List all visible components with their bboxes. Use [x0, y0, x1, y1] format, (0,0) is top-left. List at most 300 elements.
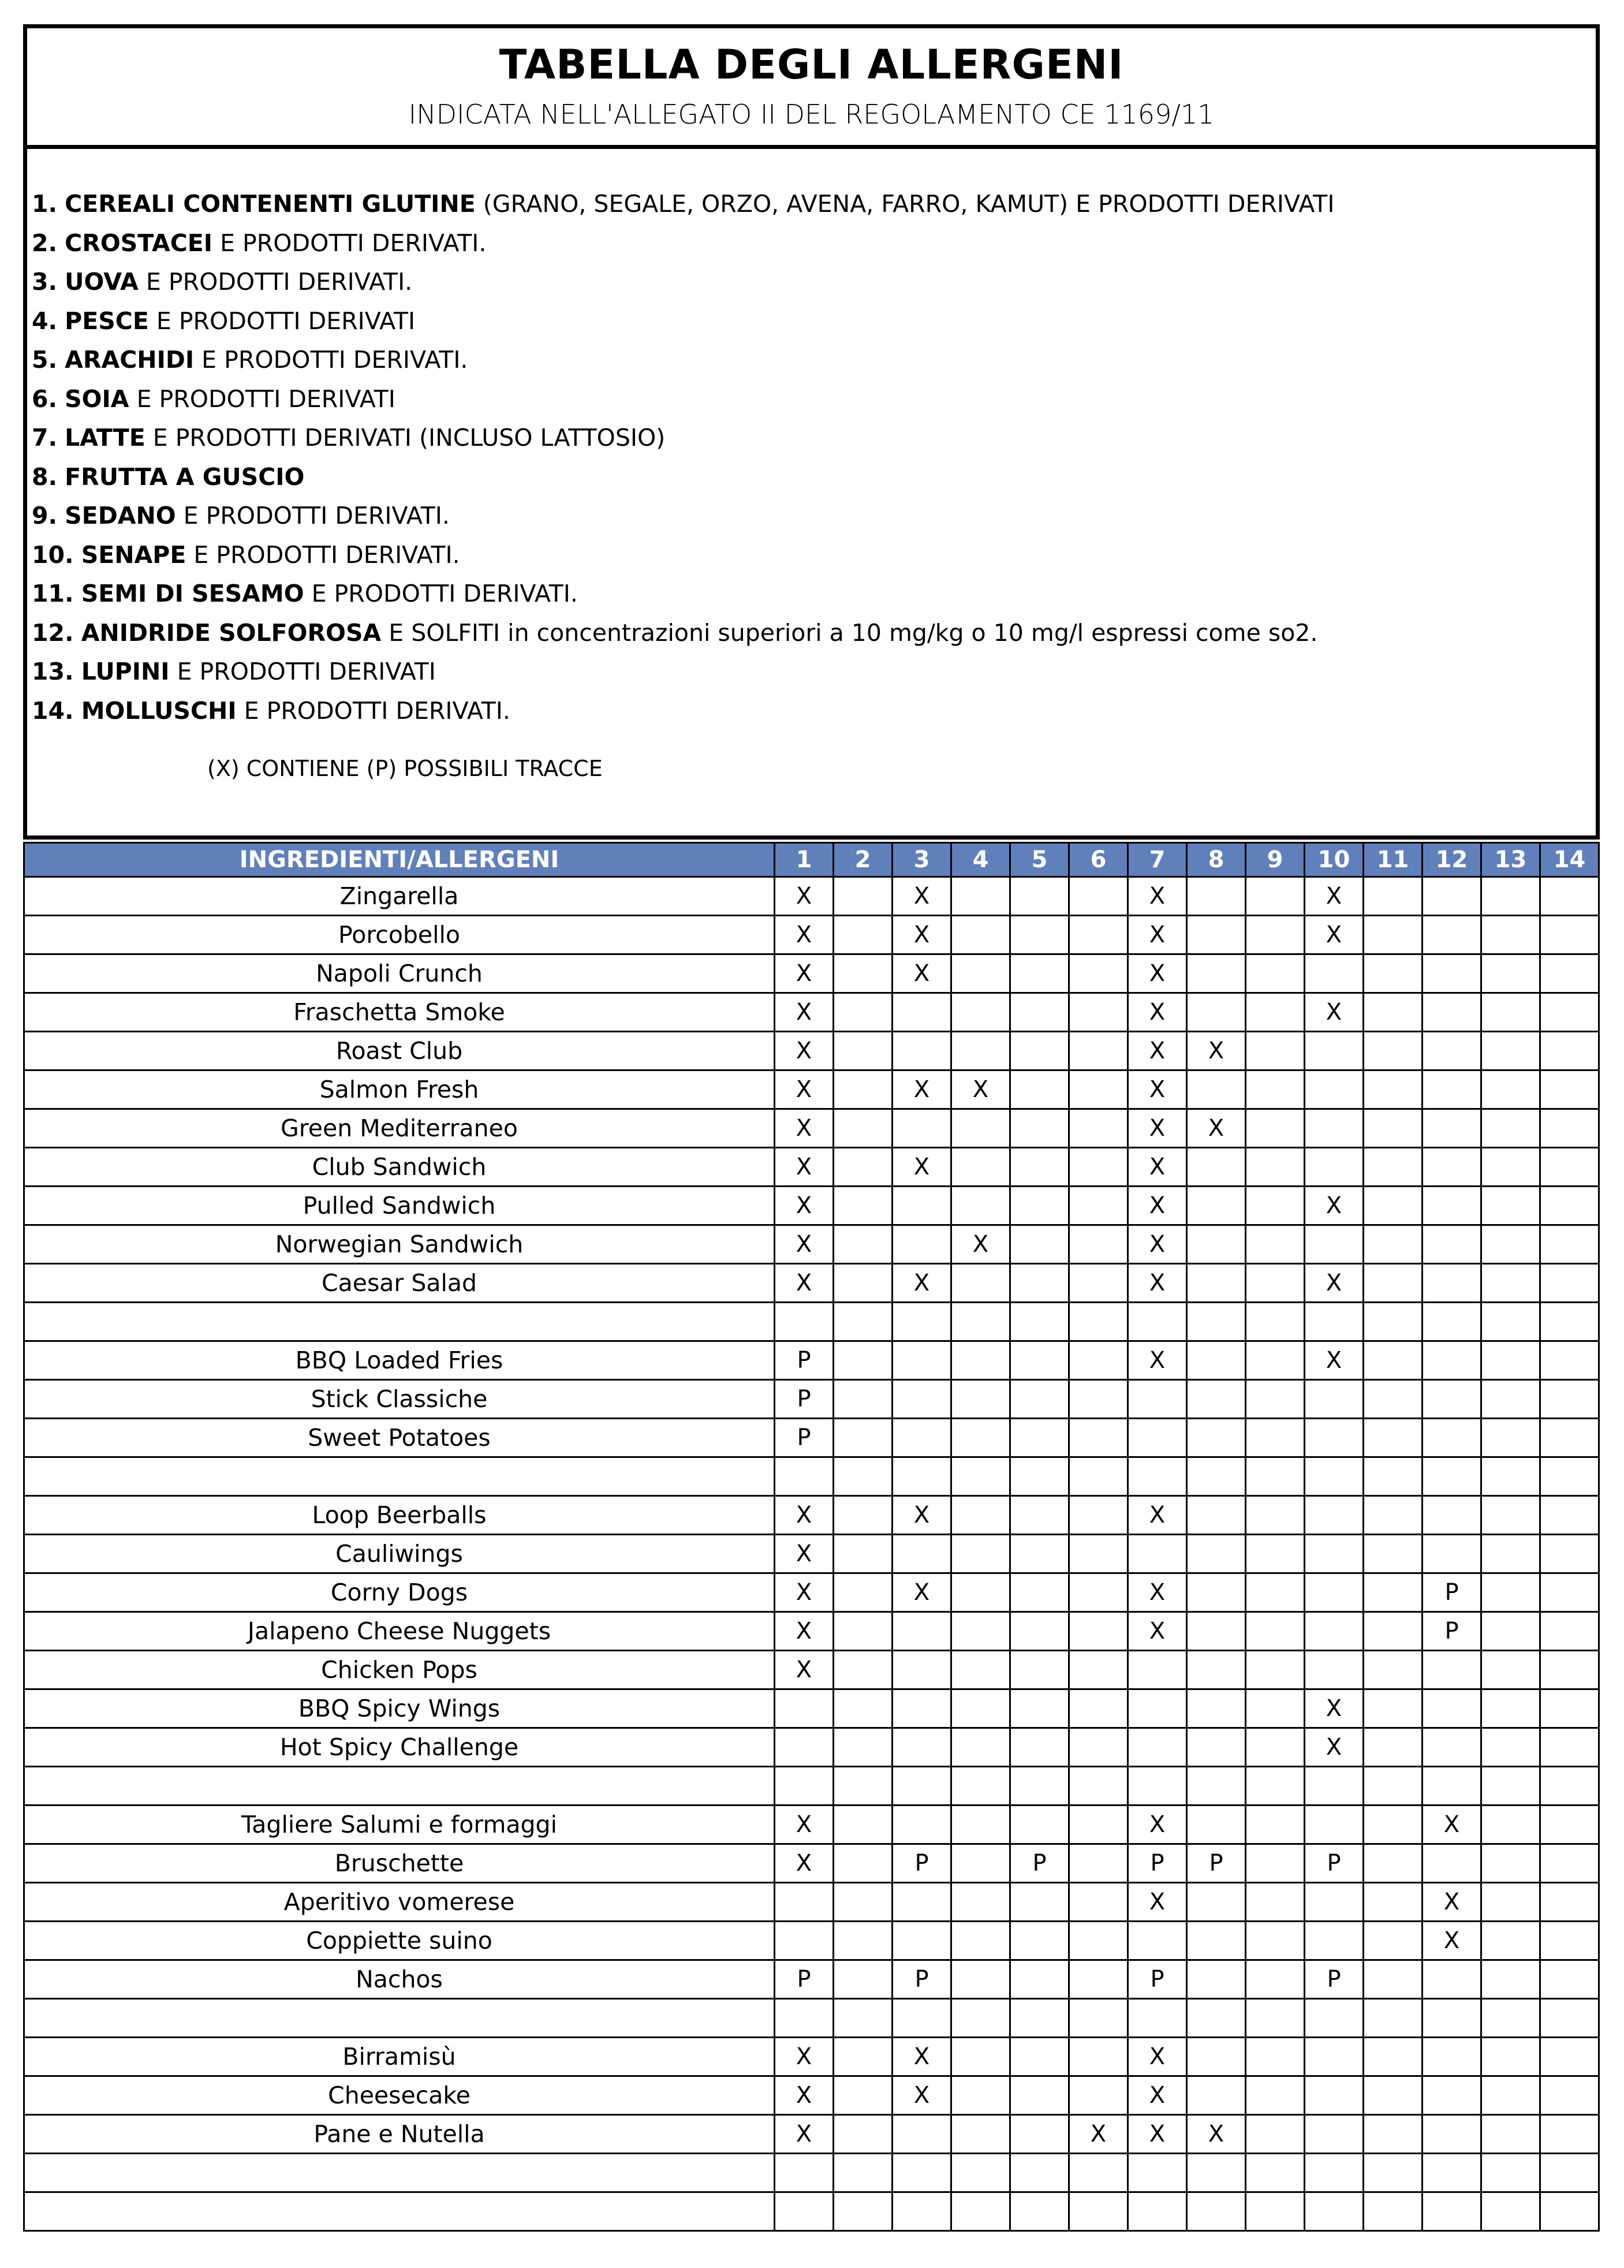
allergen-mark-cell — [1010, 2192, 1069, 2231]
allergen-mark-cell — [1246, 1728, 1305, 1767]
allergen-mark-cell — [1305, 954, 1364, 993]
allergen-mark-cell — [1010, 1032, 1069, 1070]
allergen-mark-cell — [775, 1922, 834, 1960]
allergen-mark-cell — [1481, 1960, 1540, 1999]
allergen-mark-cell — [1010, 1651, 1069, 1689]
allergen-mark-cell — [834, 1419, 893, 1457]
allergen-mark-cell — [893, 1380, 951, 1419]
allergen-mark-cell — [1305, 1883, 1364, 1922]
allergen-mark-cell — [893, 1535, 951, 1573]
allergen-mark-cell — [1481, 993, 1540, 1032]
allergen-mark-cell — [1187, 1999, 1246, 2038]
allergen-mark-cell — [1364, 1728, 1423, 1767]
allergen-mark-cell — [1305, 1457, 1364, 1496]
allergen-mark-cell — [1540, 877, 1599, 916]
table-row — [24, 1573, 1599, 1612]
allergen-mark-cell — [775, 2154, 834, 2192]
allergen-mark-cell: X — [1423, 1806, 1481, 1844]
allergen-mark-cell — [1481, 1844, 1540, 1883]
allergen-mark-cell — [1364, 1960, 1423, 1999]
table-row — [24, 1844, 1599, 1883]
allergen-list-item — [32, 575, 1596, 614]
allergen-name: CEREALI CONTENENTI GLUTINE — [65, 190, 476, 218]
allergen-mark-cell — [1128, 1922, 1187, 1960]
allergen-mark-cell: X — [1128, 1496, 1187, 1535]
allergen-mark-cell — [1246, 1612, 1305, 1651]
allergen-mark-cell — [1423, 1767, 1481, 1806]
allergen-mark-cell: X — [775, 1032, 834, 1070]
allergen-name: PESCE — [65, 307, 149, 335]
allergen-mark-cell — [893, 1651, 951, 1689]
allergen-mark-cell: P — [1010, 1844, 1069, 1883]
ingredient-name: Pane e Nutella — [24, 2115, 775, 2154]
allergen-mark-cell — [1010, 1806, 1069, 1844]
allergen-mark-cell — [1246, 1032, 1305, 1070]
allergen-name: ANIDRIDE SOLFOROSA — [81, 618, 382, 647]
allergen-mark-cell — [1069, 1225, 1128, 1264]
table-row — [24, 1689, 1599, 1728]
allergen-mark-cell — [1187, 1303, 1246, 1341]
ingredient-name: Coppiette suino — [24, 1922, 775, 1960]
allergen-mark-cell — [1069, 954, 1128, 993]
allergen-mark-cell — [1423, 1109, 1481, 1148]
ingredient-name: Norwegian Sandwich — [24, 1225, 775, 1264]
allergen-mark-cell — [1364, 1535, 1423, 1573]
allergen-mark-cell — [834, 1341, 893, 1380]
allergen-description: (GRANO, SEGALE, ORZO, AVENA, FARRO, KAMUT) E PRODOTTI DERIVATI — [475, 190, 1335, 218]
allergen-mark-cell — [1187, 1070, 1246, 1109]
allergen-mark-cell — [834, 1999, 893, 2038]
allergen-mark-cell — [834, 1148, 893, 1187]
allergen-mark-cell — [1481, 1612, 1540, 1651]
allergen-mark-cell: X — [775, 1496, 834, 1535]
allergen-mark-cell — [1069, 1651, 1128, 1689]
allergen-mark-cell — [1423, 2038, 1481, 2076]
allergen-mark-cell: X — [1128, 1070, 1187, 1109]
allergen-mark-cell — [1364, 1496, 1423, 1535]
allergen-mark-cell — [1364, 1187, 1423, 1225]
allergen-mark-cell — [1069, 1032, 1128, 1070]
allergen-mark-cell — [1069, 1496, 1128, 1535]
allergen-mark-cell: X — [893, 2038, 951, 2076]
allergen-mark-cell — [951, 1612, 1010, 1651]
allergen-mark-cell — [1187, 916, 1246, 954]
ingredient-name: BBQ Loaded Fries — [24, 1341, 775, 1380]
allergen-mark-cell — [1540, 1806, 1599, 1844]
allergen-mark-cell — [1423, 993, 1481, 1032]
document-frame — [23, 24, 1600, 840]
allergen-mark-cell — [1540, 1032, 1599, 1070]
ingredient-name: Tagliere Salumi e formaggi — [24, 1806, 775, 1844]
allergen-table — [23, 842, 1600, 2232]
allergen-mark-cell — [1128, 1380, 1187, 1419]
allergen-mark-cell — [1481, 1728, 1540, 1767]
allergen-mark-cell — [1540, 1419, 1599, 1457]
allergen-mark-cell — [1481, 1999, 1540, 2038]
allergen-mark-cell — [1540, 2115, 1599, 2154]
ingredient-name — [24, 1457, 775, 1496]
allergen-mark-cell — [1128, 1999, 1187, 2038]
ingredient-name: Salmon Fresh — [24, 1070, 775, 1109]
allergen-mark-cell — [1423, 1264, 1481, 1303]
allergen-mark-cell — [1010, 1728, 1069, 1767]
allergen-mark-cell — [1481, 1380, 1540, 1419]
allergen-number: 10. — [32, 540, 74, 569]
allergen-mark-cell — [1010, 993, 1069, 1032]
allergen-mark-cell: P — [775, 1419, 834, 1457]
allergen-mark-cell — [1481, 1922, 1540, 1960]
allergen-mark-cell — [893, 993, 951, 1032]
allergen-mark-cell — [834, 1109, 893, 1148]
allergen-mark-cell — [834, 1457, 893, 1496]
allergen-mark-cell: P — [1305, 1960, 1364, 1999]
allergen-mark-cell — [775, 1728, 834, 1767]
allergen-mark-cell: X — [1128, 2076, 1187, 2115]
allergen-mark-cell — [1305, 1999, 1364, 2038]
ingredient-name: Jalapeno Cheese Nuggets — [24, 1612, 775, 1651]
allergen-mark-cell — [1187, 1148, 1246, 1187]
allergen-mark-cell — [1481, 1689, 1540, 1728]
allergen-mark-cell — [1481, 916, 1540, 954]
allergen-mark-cell: X — [775, 916, 834, 954]
allergen-mark-cell — [1246, 877, 1305, 916]
allergen-mark-cell — [951, 1535, 1010, 1573]
allergen-description: E PRODOTTI DERIVATI — [129, 385, 395, 413]
allergen-mark-cell: X — [775, 1070, 834, 1109]
allergen-mark-cell — [1481, 1148, 1540, 1187]
allergen-mark-cell — [1128, 1457, 1187, 1496]
allergen-mark-cell: X — [893, 1070, 951, 1109]
allergen-list-item — [32, 458, 1596, 497]
allergen-mark-cell — [1246, 1883, 1305, 1922]
allergen-mark-cell — [1364, 877, 1423, 916]
allergen-mark-cell — [1069, 1303, 1128, 1341]
allergen-mark-cell — [1246, 1535, 1305, 1573]
allergen-mark-cell — [1364, 2115, 1423, 2154]
allergen-mark-cell — [1069, 1612, 1128, 1651]
allergen-mark-cell — [1069, 1070, 1128, 1109]
allergen-mark-cell: X — [775, 1844, 834, 1883]
ingredient-name: Nachos — [24, 1960, 775, 1999]
allergen-mark-cell: X — [893, 1573, 951, 1612]
allergen-mark-cell — [1540, 1960, 1599, 1999]
allergen-mark-cell — [1423, 1148, 1481, 1187]
allergen-mark-cell — [1481, 2076, 1540, 2115]
allergen-mark-cell: X — [1305, 993, 1364, 1032]
table-row — [24, 1767, 1599, 1806]
allergen-name: SEMI DI SESAMO — [81, 580, 304, 607]
ingredient-name: Bruschette — [24, 1844, 775, 1883]
allergen-mark-cell — [1069, 1187, 1128, 1225]
allergen-name: SOIA — [65, 385, 129, 413]
allergen-mark-cell — [1481, 1419, 1540, 1457]
allergen-mark-cell — [1069, 1109, 1128, 1148]
allergen-mark-cell — [1423, 1303, 1481, 1341]
allergen-mark-cell: X — [1128, 1341, 1187, 1380]
allergen-mark-cell — [1010, 2076, 1069, 2115]
allergen-mark-cell — [893, 1457, 951, 1496]
allergen-mark-cell — [893, 1341, 951, 1380]
allergen-mark-cell — [775, 1303, 834, 1341]
table-header-row — [24, 843, 1599, 877]
allergen-mark-cell — [834, 1612, 893, 1651]
allergen-mark-cell — [1423, 1070, 1481, 1109]
allergen-mark-cell — [1010, 1419, 1069, 1457]
allergen-mark-cell — [1305, 1651, 1364, 1689]
ingredient-name: Chicken Pops — [24, 1651, 775, 1689]
table-row — [24, 1303, 1599, 1341]
allergen-mark-cell — [951, 1922, 1010, 1960]
allergen-mark-cell — [1187, 1922, 1246, 1960]
allergen-mark-cell — [1010, 2154, 1069, 2192]
allergen-mark-cell: P — [775, 1380, 834, 1419]
allergen-mark-cell — [834, 1806, 893, 1844]
allergen-mark-cell — [1069, 1689, 1128, 1728]
allergen-description: E PRODOTTI DERIVATI — [148, 307, 416, 335]
allergen-mark-cell — [1364, 1303, 1423, 1341]
allergen-mark-cell — [1128, 1303, 1187, 1341]
allergen-mark-cell — [1010, 1225, 1069, 1264]
allergen-mark-cell — [1069, 1419, 1128, 1457]
allergen-description: E PRODOTTI DERIVATI. — [236, 696, 510, 725]
allergen-mark-cell — [1481, 954, 1540, 993]
allergen-mark-cell: X — [1128, 1187, 1187, 1225]
allergen-mark-cell — [1246, 1225, 1305, 1264]
allergen-mark-cell — [1305, 2115, 1364, 2154]
allergen-mark-cell: X — [1128, 1109, 1187, 1148]
allergen-mark-cell — [951, 2076, 1010, 2115]
allergen-mark-cell: P — [893, 1960, 951, 1999]
allergen-mark-cell — [1423, 1535, 1481, 1573]
column-header-allergen: 5 — [1010, 843, 1069, 877]
allergen-mark-cell: X — [775, 2038, 834, 2076]
column-header-allergen: 14 — [1540, 843, 1599, 877]
allergen-mark-cell: X — [1305, 1689, 1364, 1728]
allergen-mark-cell — [1246, 916, 1305, 954]
allergen-mark-cell — [951, 1457, 1010, 1496]
allergen-name: SEDANO — [65, 502, 176, 529]
allergen-mark-cell — [1540, 1225, 1599, 1264]
allergen-mark-cell — [1187, 1960, 1246, 1999]
table-row — [24, 2192, 1599, 2231]
allergen-mark-cell: X — [951, 1225, 1010, 1264]
allergen-mark-cell — [1423, 1225, 1481, 1264]
allergen-description: E PRODOTTI DERIVATI. — [304, 580, 578, 607]
allergen-mark-cell: X — [775, 1612, 834, 1651]
allergen-mark-cell: X — [775, 1535, 834, 1573]
allergen-mark-cell — [1423, 2115, 1481, 2154]
allergen-mark-cell — [1364, 1457, 1423, 1496]
allergen-mark-cell — [1187, 2076, 1246, 2115]
column-header-allergen: 2 — [834, 843, 893, 877]
ingredient-name: Napoli Crunch — [24, 954, 775, 993]
allergen-mark-cell: P — [1423, 1612, 1481, 1651]
allergen-mark-cell — [1423, 877, 1481, 916]
allergen-mark-cell — [1540, 1070, 1599, 1109]
allergen-mark-cell — [1481, 1341, 1540, 1380]
allergen-mark-cell — [1010, 1148, 1069, 1187]
allergen-mark-cell: P — [1305, 1844, 1364, 1883]
allergen-mark-cell: X — [1305, 1728, 1364, 1767]
allergen-mark-cell — [1364, 1651, 1423, 1689]
allergen-list-item — [32, 380, 1596, 419]
allergen-mark-cell — [1010, 1070, 1069, 1109]
allergen-mark-cell — [1128, 1535, 1187, 1573]
allergen-mark-cell: X — [1423, 1922, 1481, 1960]
allergen-mark-cell — [1423, 1728, 1481, 1767]
table-row — [24, 2154, 1599, 2192]
table-row — [24, 1960, 1599, 1999]
allergen-mark-cell — [834, 1883, 893, 1922]
allergen-mark-cell — [951, 1419, 1010, 1457]
allergen-mark-cell — [1305, 2192, 1364, 2231]
allergen-mark-cell — [1246, 2038, 1305, 2076]
allergen-mark-cell — [1069, 1844, 1128, 1883]
allergen-mark-cell — [951, 1767, 1010, 1806]
table-row — [24, 2076, 1599, 2115]
allergen-mark-cell — [1069, 1922, 1128, 1960]
table-row — [24, 1380, 1599, 1419]
allergen-mark-cell — [1069, 2038, 1128, 2076]
allergen-mark-cell: X — [1423, 1883, 1481, 1922]
allergen-mark-cell — [1364, 1689, 1423, 1728]
allergen-mark-cell: X — [1128, 2038, 1187, 2076]
column-header-allergen: 13 — [1481, 843, 1540, 877]
allergen-mark-cell — [834, 2076, 893, 2115]
allergen-mark-cell — [951, 993, 1010, 1032]
allergen-number: 6. — [32, 385, 58, 413]
allergen-mark-cell — [1423, 1457, 1481, 1496]
allergen-mark-cell — [1364, 1109, 1423, 1148]
allergen-mark-cell — [834, 1960, 893, 1999]
allergen-mark-cell — [951, 1109, 1010, 1148]
allergen-mark-cell — [1364, 1612, 1423, 1651]
allergen-mark-cell — [1010, 1535, 1069, 1573]
allergen-mark-cell — [1305, 1109, 1364, 1148]
column-header-allergen: 10 — [1305, 843, 1364, 877]
allergen-mark-cell — [834, 2192, 893, 2231]
allergen-mark-cell — [834, 1070, 893, 1109]
allergen-mark-cell — [1010, 1612, 1069, 1651]
allergen-mark-cell — [834, 2115, 893, 2154]
allergen-mark-cell — [1423, 1187, 1481, 1225]
table-row — [24, 1651, 1599, 1689]
allergen-mark-cell — [1010, 1457, 1069, 1496]
allergen-mark-cell: X — [775, 877, 834, 916]
allergen-mark-cell — [1128, 1689, 1187, 1728]
ingredient-name: Green Mediterraneo — [24, 1109, 775, 1148]
allergen-list-item — [32, 341, 1596, 380]
table-row — [24, 1032, 1599, 1070]
allergen-mark-cell — [1423, 916, 1481, 954]
allergen-mark-cell — [1364, 1767, 1423, 1806]
allergen-mark-cell — [951, 2192, 1010, 2231]
allergen-mark-cell: X — [775, 954, 834, 993]
allergen-mark-cell: X — [775, 1573, 834, 1612]
allergen-mark-cell — [1305, 1806, 1364, 1844]
allergen-mark-cell — [1305, 1419, 1364, 1457]
allergen-mark-cell — [893, 1689, 951, 1728]
allergen-mark-cell — [834, 1689, 893, 1728]
allergen-mark-cell — [1069, 1264, 1128, 1303]
allergen-mark-cell: X — [893, 877, 951, 916]
allergen-mark-cell — [1128, 1419, 1187, 1457]
allergen-mark-cell: X — [775, 1264, 834, 1303]
ingredient-name: Aperitivo vomerese — [24, 1883, 775, 1922]
allergen-mark-cell — [1069, 1341, 1128, 1380]
allergen-number: 3. — [32, 268, 58, 296]
allergen-mark-cell — [1069, 2192, 1128, 2231]
allergen-mark-cell — [1246, 1496, 1305, 1535]
allergen-mark-cell: X — [893, 1264, 951, 1303]
allergen-list-item — [32, 224, 1596, 263]
allergen-mark-cell — [1423, 1496, 1481, 1535]
allergen-mark-cell — [1540, 1303, 1599, 1341]
allergen-mark-cell — [1364, 1148, 1423, 1187]
allergen-mark-cell — [893, 1728, 951, 1767]
allergen-mark-cell — [1010, 1380, 1069, 1419]
allergen-list-item — [32, 692, 1596, 731]
allergen-mark-cell: X — [1128, 1148, 1187, 1187]
allergen-mark-cell — [951, 2115, 1010, 2154]
allergen-mark-cell — [834, 877, 893, 916]
allergen-mark-cell: X — [893, 1148, 951, 1187]
allergen-mark-cell: P — [1128, 1960, 1187, 1999]
allergen-mark-cell — [1305, 2154, 1364, 2192]
allergen-number: 7. — [32, 424, 58, 452]
allergen-mark-cell — [1540, 2192, 1599, 2231]
allergen-mark-cell: X — [1187, 2115, 1246, 2154]
allergen-list-item — [32, 302, 1596, 341]
allergen-mark-cell — [834, 1922, 893, 1960]
allergen-mark-cell — [951, 877, 1010, 916]
allergen-mark-cell — [1187, 1535, 1246, 1573]
column-header-allergen: 3 — [893, 843, 951, 877]
ingredient-name: Pulled Sandwich — [24, 1187, 775, 1225]
allergen-mark-cell — [1540, 1612, 1599, 1651]
allergen-mark-cell — [1246, 1187, 1305, 1225]
allergen-mark-cell: X — [775, 993, 834, 1032]
allergen-mark-cell — [1069, 1535, 1128, 1573]
table-row — [24, 954, 1599, 993]
allergen-mark-cell — [1423, 954, 1481, 993]
allergen-mark-cell — [893, 1922, 951, 1960]
allergen-mark-cell — [1540, 1728, 1599, 1767]
allergen-mark-cell — [1481, 1303, 1540, 1341]
ingredient-name: Porcobello — [24, 916, 775, 954]
allergen-mark-cell — [951, 1032, 1010, 1070]
allergen-mark-cell: X — [951, 1070, 1010, 1109]
allergen-mark-cell — [834, 916, 893, 954]
allergen-mark-cell — [1069, 1380, 1128, 1419]
allergen-mark-cell — [1481, 877, 1540, 916]
allergen-mark-cell — [893, 1225, 951, 1264]
allergen-mark-cell — [1364, 1999, 1423, 2038]
allergen-mark-cell — [1540, 1148, 1599, 1187]
allergen-mark-cell — [1305, 1148, 1364, 1187]
ingredient-name — [24, 2154, 775, 2192]
allergen-mark-cell — [1540, 1187, 1599, 1225]
ingredient-name: Zingarella — [24, 877, 775, 916]
allergen-mark-cell — [893, 1612, 951, 1651]
allergen-description: E SOLFITI in concentrazioni superiori a 10 mg/kg o 10 mg/l espressi come so2. — [381, 618, 1318, 647]
allergen-mark-cell — [1540, 1496, 1599, 1535]
ingredient-name — [24, 1767, 775, 1806]
column-header-allergen: 7 — [1128, 843, 1187, 877]
allergen-mark-cell — [1305, 2038, 1364, 2076]
allergen-mark-cell — [1010, 954, 1069, 993]
allergen-mark-cell: X — [775, 2076, 834, 2115]
